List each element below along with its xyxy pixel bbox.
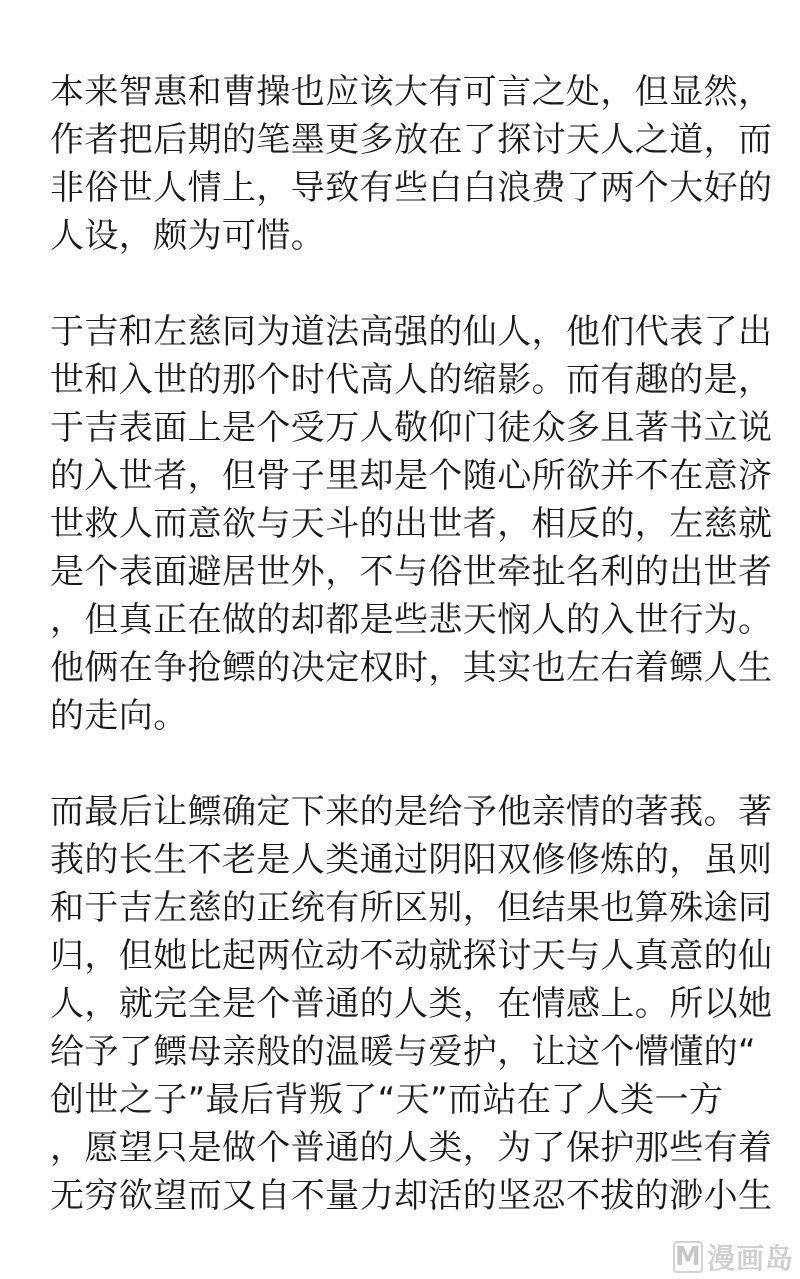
paragraph-gap xyxy=(50,260,770,308)
text-line: 人，就完全是个普通的人类，在情感上。所以她 xyxy=(50,984,773,1024)
text-line: 于吉表面上是个受万人敬仰门徒众多且著书立说 xyxy=(50,408,773,448)
document-body xyxy=(50,68,773,1220)
watermark xyxy=(673,1239,794,1275)
text-line: 是个表面避居世外，不与俗世牵扯名利的出世者 xyxy=(50,552,773,592)
text-line: 他俩在争抢鳔的决定权时，其实也左右着鳔人生 xyxy=(50,648,773,688)
text-line: 的走向。 xyxy=(50,696,188,736)
watermark-text: 漫画岛 xyxy=(706,1242,794,1275)
text-line: 无穷欲望而又自不量力却活的坚忍不拔的渺小生 xyxy=(50,1176,773,1216)
text-line: ，但真正在做的却都是些悲天悯人的入世行为。 xyxy=(50,600,773,640)
text-line: 而最后让鳔确定下来的是给予他亲情的著莪。著 xyxy=(50,792,773,832)
text-line: 的入世者，但骨子里却是个随心所欲并不在意济 xyxy=(50,456,773,496)
watermark-logo-icon: M xyxy=(673,1241,703,1273)
text-line: 创世之子”最后背叛了“天”而站在了人类一方 xyxy=(50,1080,724,1120)
text-line: 世和入世的那个时代高人的缩影。而有趣的是， xyxy=(50,360,773,400)
text-line: 世救人而意欲与天斗的出世者，相反的，左慈就 xyxy=(50,504,773,544)
text-line: 和于吉左慈的正统有所区别，但结果也算殊途同 xyxy=(50,888,773,928)
text-line: 本来智惠和曹操也应该大有可言之处，但显然， xyxy=(50,72,773,112)
text-line: 于吉和左慈同为道法高强的仙人，他们代表了出 xyxy=(50,312,773,352)
text-line: 作者把后期的笔墨更多放在了探讨天人之道，而 xyxy=(50,120,773,160)
text-line: 给予了鳔母亲般的温暖与爱护，让这个懵懂的“ xyxy=(50,1032,757,1072)
paragraph-3 xyxy=(50,788,773,1220)
paragraph-gap xyxy=(50,740,770,788)
text-line: 非俗世人情上，导致有些白白浪费了两个大好的 xyxy=(50,168,773,208)
paragraph-1 xyxy=(50,68,773,260)
text-line: 归，但她比起两位动不动就探讨天与人真意的仙 xyxy=(50,936,773,976)
text-line: ，愿望只是做个普通的人类，为了保护那些有着 xyxy=(50,1128,773,1168)
paragraph-2 xyxy=(50,308,773,740)
text-line: 人设，颇为可惜。 xyxy=(50,216,326,256)
text-line: 莪的长生不老是人类通过阴阳双修修炼的，虽则 xyxy=(50,840,773,880)
